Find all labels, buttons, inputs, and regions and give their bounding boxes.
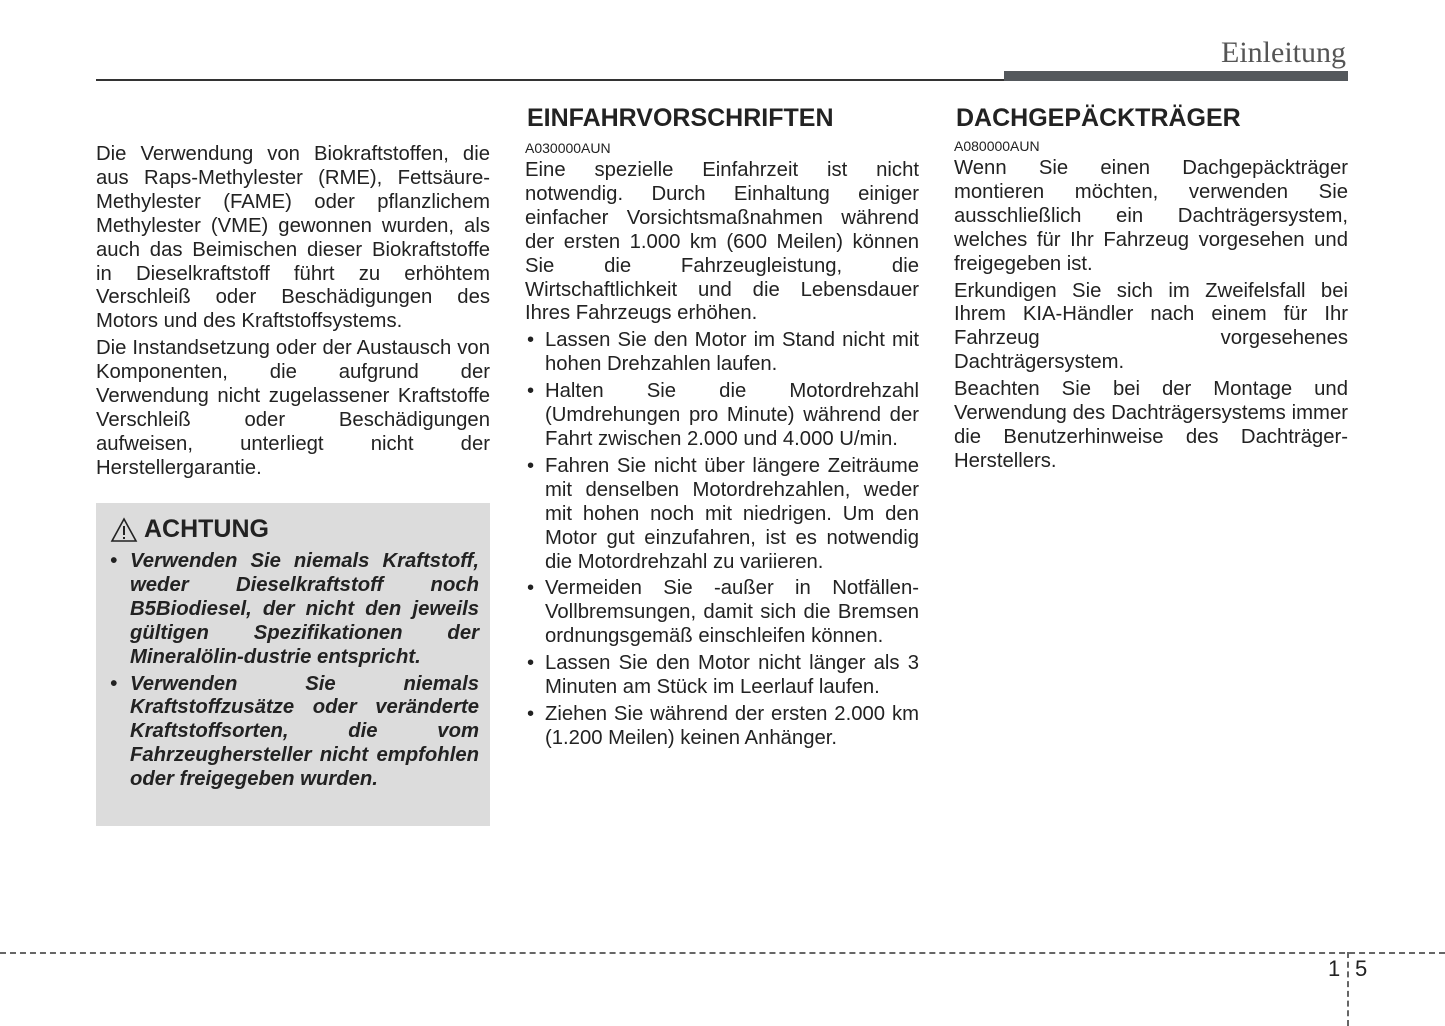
left-column	[96, 143, 490, 484]
section-code: A080000AUN	[954, 138, 1040, 154]
paragraph: Beachten Sie bei der Montage und Verwendung des Dachträgersystems immer die Benutzerhinweise des Dachträger-Herstellers.	[954, 378, 1348, 472]
paragraph: Die Instandsetzung oder der Austausch von Komponenten, die aufgrund der Verwendung nicht zugelassener Kraftstoffe Verschleiß oder Beschädigungen aufweisen, unterliegt nicht der Herstellergarantie.	[96, 337, 490, 479]
right-column	[954, 103, 1348, 477]
warning-title-text: ACHTUNG	[144, 515, 269, 543]
chapter-number: 1	[1328, 956, 1341, 981]
list-item: • Ziehen Sie während der ersten 2.000 km (1.200 Meilen) keinen Anhänger.	[525, 703, 919, 751]
middle-column	[525, 103, 919, 754]
paragraph: Die Verwendung von Biokraftstoffen, die aus Raps-Methylester (RME), Fettsäure-Methylester (FAME) oder pflanzlichem Methylester (VME) gewonnen wurden, als auch das Beimischen dieser Biokraftstoffe in Dieselkraftstoff führt zu erhöhtem Verschleiß oder Beschädigungen des Motors und des Kraftstoffsystems.	[96, 143, 490, 333]
header-bar	[1004, 71, 1348, 81]
footer-rule	[0, 952, 1445, 954]
list-item: • Lassen Sie den Motor im Stand nicht mit hohen Drehzahlen laufen.	[525, 329, 919, 377]
list-item: • Fahren Sie nicht über längere Zeiträume mit denselben Motordrehzahlen, weder mit hohen noch mit niedrigen. Um den Motor gut einzufahren, ist es notwendig die Motordrehzahl zu variieren.	[525, 455, 919, 575]
section-heading: DACHGEPÄCKTRÄGER	[956, 104, 1241, 132]
section-heading: EINFAHRVORSCHRIFTEN	[527, 104, 834, 132]
paragraph: Wenn Sie einen Dachgepäckträger montieren möchten, verwenden Sie ausschließlich ein Dachträgersystem, welches für Ihr Fahrzeug vorgesehen und freigegeben ist.	[954, 157, 1348, 275]
list-item: • Lassen Sie den Motor nicht länger als 3 Minuten am Stück im Leerlauf laufen.	[525, 652, 919, 700]
footer-divider	[1347, 952, 1349, 1026]
warning-list	[108, 550, 479, 795]
bullet-list	[525, 329, 919, 750]
warning-item: • Verwenden Sie niemals Kraftstoff, weder Dieselkraftstoff noch B5Biodiesel, der nicht den jeweils gültigen Spezifikationen der Mineralölin-dustrie entspricht.	[108, 550, 479, 670]
paragraph: Eine spezielle Einfahrzeit ist nicht notwendig. Durch Einhaltung einiger einfacher Vorsichtsmaßnahmen während der ersten 1.000 km (600 Meilen) können Sie die Fahrzeugleistung, die Wirtschaftlichkeit und die Lebensdauer Ihres Fahrzeugs erhöhen.	[525, 159, 919, 325]
warning-triangle-icon	[110, 517, 138, 543]
paragraph: Erkundigen Sie sich im Zweifelsfall bei Ihrem KIA-Händler nach einem für Ihr Fahrzeug vorgesehenes Dachträgersystem.	[954, 279, 1348, 374]
page-number: 5	[1355, 956, 1368, 981]
section-code: A030000AUN	[525, 140, 611, 156]
section-title: Einleitung	[1221, 36, 1346, 69]
header-rule	[96, 79, 1006, 81]
warning-item: • Verwenden Sie niemals Kraftstoffzusätze oder veränderte Kraftstoffsorten, die vom Fahrzeughersteller nicht empfohlen oder freigegeben wurden.	[108, 673, 479, 793]
list-item: • Vermeiden Sie -außer in Notfällen- Vollbremsungen, damit sich die Bremsen ordnungsgemäß einschleifen können.	[525, 577, 919, 649]
warning-title	[110, 515, 269, 544]
warning-box	[96, 503, 490, 826]
list-item: • Halten Sie die Motordrehzahl (Umdrehungen pro Minute) während der Fahrt zwischen 2.000 und 4.000 U/min.	[525, 380, 919, 452]
